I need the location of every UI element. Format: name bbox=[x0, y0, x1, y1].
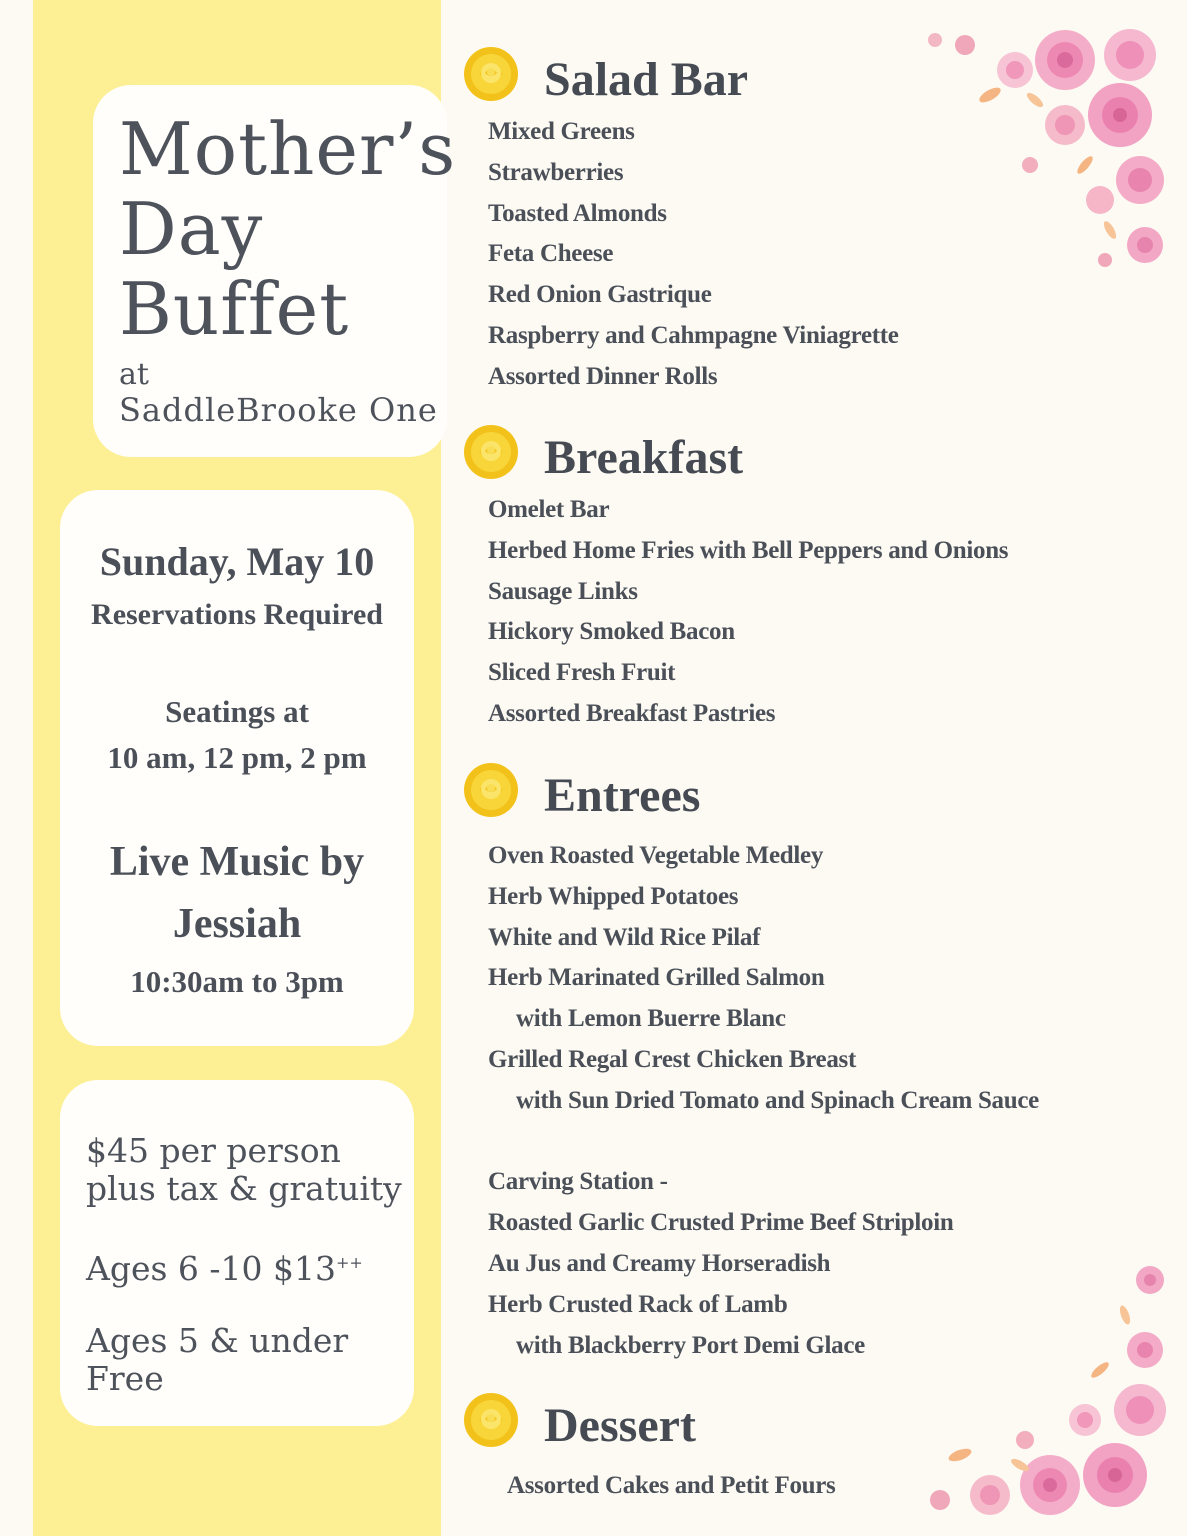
menu-item: Mixed Greens bbox=[488, 118, 635, 145]
music-time: 10:30am to 3pm bbox=[130, 964, 344, 999]
menu-item: with Blackberry Port Demi Glace bbox=[516, 1331, 865, 1359]
menu-item: Sliced Fresh Fruit bbox=[488, 659, 676, 687]
menu-item: Herb Whipped Potatoes bbox=[488, 882, 739, 910]
child-price bbox=[86, 1244, 363, 1288]
menu-item: Herbed Home Fries with Bell Peppers and Onions bbox=[488, 536, 1009, 564]
venue-name: SaddleBrooke One bbox=[119, 391, 438, 429]
menu-item: Roasted Garlic Crusted Prime Beef Striploin bbox=[488, 1209, 954, 1237]
menu-item: Strawberries bbox=[488, 158, 624, 186]
pink-flowers-bottom-right bbox=[900, 1255, 1175, 1525]
seatings-label: Seatings at bbox=[165, 694, 309, 729]
menu-item: Raspberry and Cahmpagne Viniagrette bbox=[488, 322, 899, 349]
under-line-1: Ages 5 & under bbox=[86, 1321, 349, 1360]
menu-item: Feta Cheese bbox=[488, 240, 614, 268]
menu-item: White and Wild Rice Pilaf bbox=[488, 923, 761, 951]
music-line-1: Live Music by bbox=[109, 839, 365, 885]
title-card bbox=[93, 85, 457, 457]
menu-item: Carving Station - bbox=[488, 1168, 668, 1196]
menu-item: with Sun Dried Tomato and Spinach Cream Sauce bbox=[516, 1086, 1039, 1114]
title-line-2: Day bbox=[119, 187, 264, 271]
menu-item: Hickory Smoked Bacon bbox=[488, 618, 735, 646]
at-label: at bbox=[119, 357, 149, 392]
event-date: Sunday, May 10 bbox=[99, 539, 375, 584]
menu-item: Grilled Regal Crest Chicken Breast bbox=[488, 1046, 856, 1073]
title-line-3: Buffet bbox=[119, 267, 350, 351]
section-title-salad-bar: Salad Bar bbox=[544, 53, 749, 106]
pricing-card bbox=[60, 1080, 414, 1426]
child-price-text: Ages 6 -10 $13 bbox=[86, 1249, 337, 1288]
child-price-suffix: ++ bbox=[336, 1253, 363, 1272]
price-line-2: plus tax & gratuity bbox=[86, 1169, 402, 1208]
menu-item: Assorted Cakes and Petit Fours bbox=[507, 1472, 836, 1499]
details-card bbox=[60, 490, 414, 1046]
under-line-2: Free bbox=[86, 1359, 164, 1398]
music-line-2: Jessiah bbox=[172, 901, 302, 947]
yellow-rose-icon bbox=[461, 422, 521, 482]
menu-item: Assorted Dinner Rolls bbox=[488, 362, 718, 390]
reservations-note: Reservations Required bbox=[91, 598, 383, 631]
menu-item: Au Jus and Creamy Horseradish bbox=[488, 1250, 831, 1277]
seatings-times: 10 am, 12 pm, 2 pm bbox=[107, 740, 367, 775]
title-line-1: Mother’s bbox=[119, 107, 457, 191]
menu-item: Herb Crusted Rack of Lamb bbox=[488, 1290, 788, 1318]
pink-flowers-top-right bbox=[905, 15, 1175, 285]
menu-item: Sausage Links bbox=[488, 577, 638, 605]
menu-item: Oven Roasted Vegetable Medley bbox=[488, 842, 824, 869]
yellow-rose-icon bbox=[461, 760, 521, 820]
menu-item: with Lemon Buerre Blanc bbox=[516, 1005, 786, 1033]
menu-item: Omelet Bar bbox=[488, 496, 610, 523]
yellow-rose-icon bbox=[461, 1390, 521, 1450]
section-title-breakfast: Breakfast bbox=[544, 431, 744, 484]
section-title-entrees: Entrees bbox=[544, 769, 701, 822]
yellow-rose-icon bbox=[461, 44, 521, 104]
section-title-dessert: Dessert bbox=[544, 1399, 696, 1452]
menu-item: Toasted Almonds bbox=[488, 199, 667, 227]
menu-item: Assorted Breakfast Pastries bbox=[488, 700, 776, 727]
menu-item: Herb Marinated Grilled Salmon bbox=[488, 964, 825, 992]
price-line-1: $45 per person bbox=[86, 1131, 341, 1170]
menu-item: Red Onion Gastrique bbox=[488, 281, 712, 309]
